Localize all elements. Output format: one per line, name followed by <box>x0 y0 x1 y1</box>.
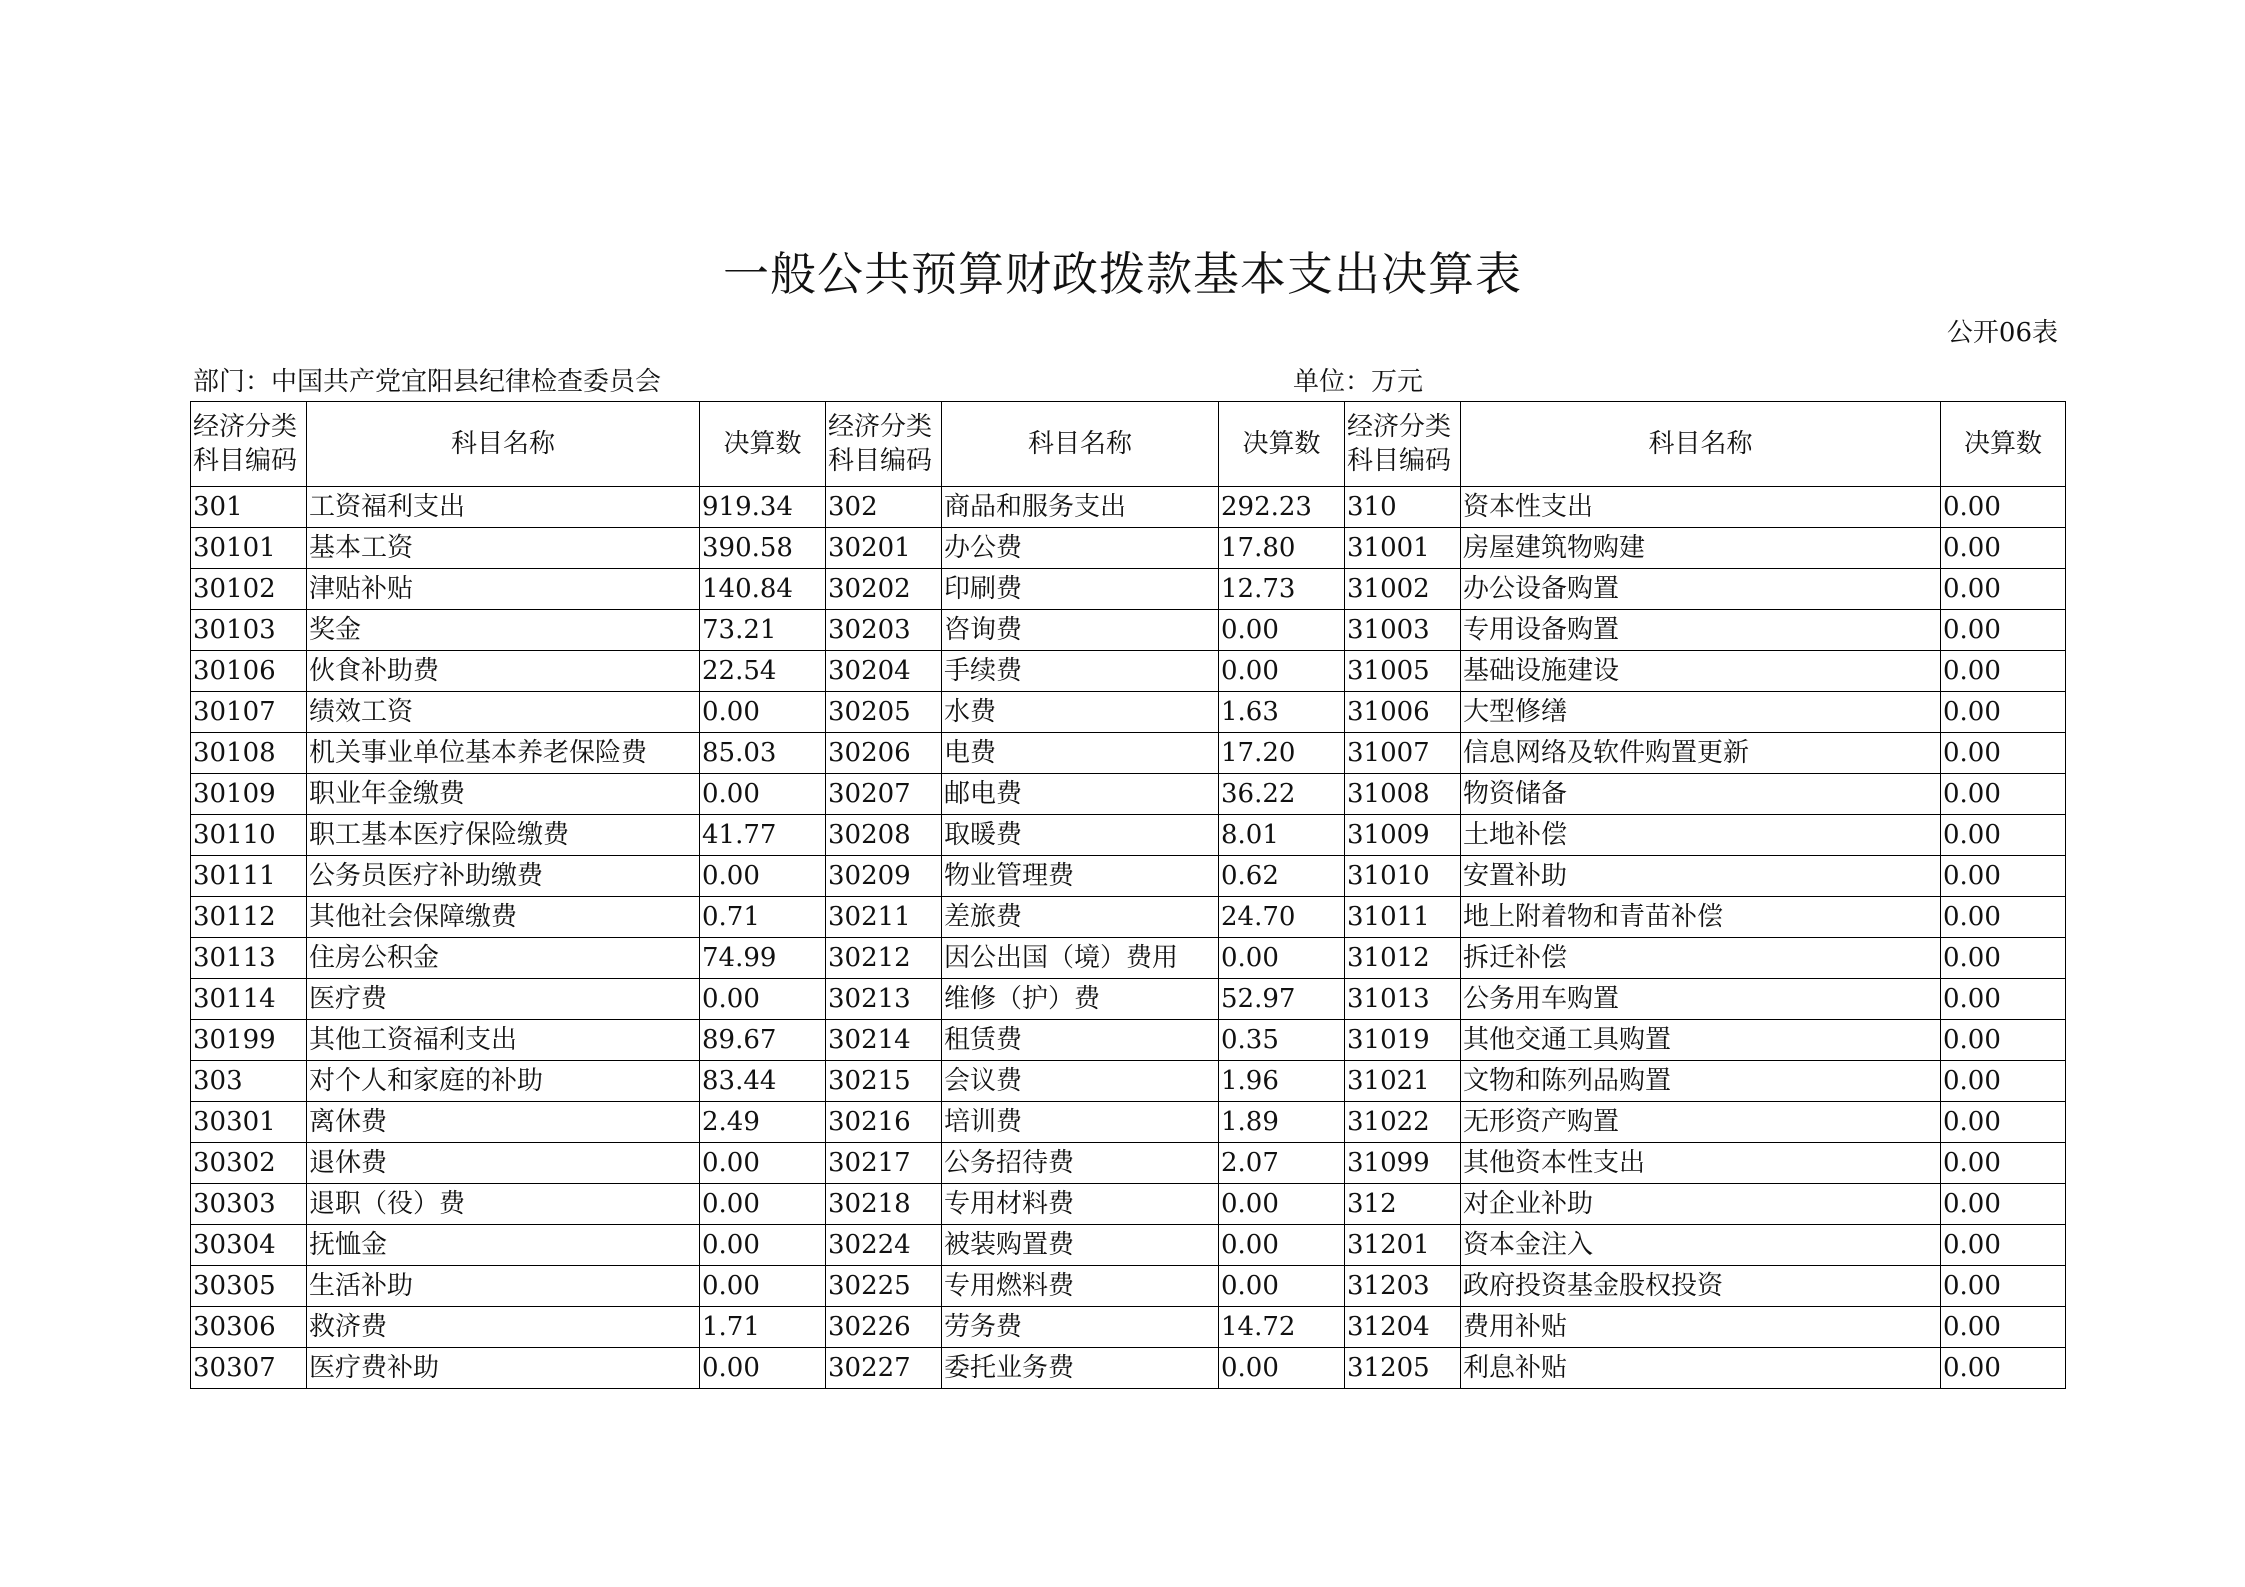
subject-code: 30306 <box>191 1307 307 1348</box>
subject-code: 30303 <box>191 1184 307 1225</box>
subject-name: 伙食补助费 <box>307 651 700 692</box>
subject-name: 退休费 <box>307 1143 700 1184</box>
final-amount: 0.00 <box>1219 651 1345 692</box>
subject-name: 商品和服务支出 <box>942 487 1219 528</box>
subject-name: 办公设备购置 <box>1461 569 1941 610</box>
subject-code: 31011 <box>1345 897 1461 938</box>
table-row <box>191 1143 2066 1184</box>
subject-name: 地上附着物和青苗补偿 <box>1461 897 1941 938</box>
final-amount: 0.00 <box>1941 651 2066 692</box>
subject-code: 30227 <box>826 1348 942 1389</box>
table-row <box>191 815 2066 856</box>
subject-code: 30107 <box>191 692 307 733</box>
final-amount: 0.00 <box>1941 569 2066 610</box>
subject-name: 其他资本性支出 <box>1461 1143 1941 1184</box>
header-amount: 决算数 <box>1941 402 2066 487</box>
subject-code: 310 <box>1345 487 1461 528</box>
subject-code: 30109 <box>191 774 307 815</box>
subject-code: 30207 <box>826 774 942 815</box>
subject-name: 职业年金缴费 <box>307 774 700 815</box>
subject-name: 其他交通工具购置 <box>1461 1020 1941 1061</box>
final-amount: 2.07 <box>1219 1143 1345 1184</box>
subject-code: 30215 <box>826 1061 942 1102</box>
subject-code: 30307 <box>191 1348 307 1389</box>
header-amount: 决算数 <box>1219 402 1345 487</box>
subject-name: 房屋建筑物购建 <box>1461 528 1941 569</box>
subject-code: 30201 <box>826 528 942 569</box>
table-row <box>191 1266 2066 1307</box>
final-amount: 0.00 <box>1941 1348 2066 1389</box>
subject-name: 安置补助 <box>1461 856 1941 897</box>
subject-name: 基本工资 <box>307 528 700 569</box>
subject-code: 30214 <box>826 1020 942 1061</box>
subject-code: 31019 <box>1345 1020 1461 1061</box>
subject-code: 303 <box>191 1061 307 1102</box>
final-amount: 83.44 <box>700 1061 826 1102</box>
final-amount: 0.00 <box>1941 856 2066 897</box>
table-row <box>191 733 2066 774</box>
final-amount: 0.00 <box>1941 897 2066 938</box>
table-body <box>191 487 2066 1389</box>
subject-code: 30112 <box>191 897 307 938</box>
final-amount: 0.00 <box>700 1225 826 1266</box>
final-amount: 89.67 <box>700 1020 826 1061</box>
final-amount: 0.00 <box>700 1266 826 1307</box>
final-amount: 36.22 <box>1219 774 1345 815</box>
subject-code: 31007 <box>1345 733 1461 774</box>
table-header-row <box>191 402 2066 487</box>
subject-name: 利息补贴 <box>1461 1348 1941 1389</box>
subject-code: 31013 <box>1345 979 1461 1020</box>
subject-name: 公务员医疗补助缴费 <box>307 856 700 897</box>
final-amount: 390.58 <box>700 528 826 569</box>
final-amount: 0.71 <box>700 897 826 938</box>
final-amount: 0.00 <box>1219 1225 1345 1266</box>
subject-name: 对个人和家庭的补助 <box>307 1061 700 1102</box>
subject-name: 因公出国（境）费用 <box>942 938 1219 979</box>
subject-code: 30209 <box>826 856 942 897</box>
final-amount: 0.00 <box>1941 733 2066 774</box>
subject-code: 30202 <box>826 569 942 610</box>
subject-code: 30304 <box>191 1225 307 1266</box>
final-amount: 0.00 <box>1941 692 2066 733</box>
subject-code: 30203 <box>826 610 942 651</box>
final-amount: 24.70 <box>1219 897 1345 938</box>
subject-name: 政府投资基金股权投资 <box>1461 1266 1941 1307</box>
subject-code: 30212 <box>826 938 942 979</box>
subject-code: 30224 <box>826 1225 942 1266</box>
form-number: 公开06表 <box>1946 318 2058 348</box>
final-amount: 0.00 <box>700 1143 826 1184</box>
final-amount: 140.84 <box>700 569 826 610</box>
subject-name: 邮电费 <box>942 774 1219 815</box>
subject-name: 医疗费补助 <box>307 1348 700 1389</box>
final-amount: 0.00 <box>1941 487 2066 528</box>
subject-code: 30225 <box>826 1266 942 1307</box>
final-amount: 14.72 <box>1219 1307 1345 1348</box>
subject-code: 312 <box>1345 1184 1461 1225</box>
subject-name: 抚恤金 <box>307 1225 700 1266</box>
subject-code: 30106 <box>191 651 307 692</box>
final-amount: 0.00 <box>1941 774 2066 815</box>
subject-code: 31003 <box>1345 610 1461 651</box>
subject-name: 物业管理费 <box>942 856 1219 897</box>
subject-code: 30208 <box>826 815 942 856</box>
table-row <box>191 897 2066 938</box>
final-amount: 0.00 <box>700 1348 826 1389</box>
subject-name: 手续费 <box>942 651 1219 692</box>
subject-code: 30102 <box>191 569 307 610</box>
subject-code: 30218 <box>826 1184 942 1225</box>
subject-code: 31010 <box>1345 856 1461 897</box>
subject-name: 医疗费 <box>307 979 700 1020</box>
final-amount: 0.00 <box>1941 528 2066 569</box>
subject-code: 301 <box>191 487 307 528</box>
final-amount: 41.77 <box>700 815 826 856</box>
final-amount: 919.34 <box>700 487 826 528</box>
subject-name: 培训费 <box>942 1102 1219 1143</box>
table-row <box>191 610 2066 651</box>
subject-name: 生活补助 <box>307 1266 700 1307</box>
subject-code: 30301 <box>191 1102 307 1143</box>
final-amount: 0.00 <box>1219 1184 1345 1225</box>
subject-name: 其他工资福利支出 <box>307 1020 700 1061</box>
subject-name: 差旅费 <box>942 897 1219 938</box>
final-amount: 0.00 <box>1941 1102 2066 1143</box>
subject-name: 咨询费 <box>942 610 1219 651</box>
subject-code: 31022 <box>1345 1102 1461 1143</box>
header-name: 科目名称 <box>942 402 1219 487</box>
subject-name: 公务用车购置 <box>1461 979 1941 1020</box>
table-row <box>191 1348 2066 1389</box>
header-name: 科目名称 <box>307 402 700 487</box>
subject-code: 30302 <box>191 1143 307 1184</box>
final-amount: 0.00 <box>700 856 826 897</box>
final-amount: 1.63 <box>1219 692 1345 733</box>
final-amount: 0.00 <box>1219 1348 1345 1389</box>
subject-name: 印刷费 <box>942 569 1219 610</box>
subject-code: 31201 <box>1345 1225 1461 1266</box>
subject-code: 30216 <box>826 1102 942 1143</box>
final-amount: 0.00 <box>1941 1061 2066 1102</box>
final-amount: 0.00 <box>1941 1143 2066 1184</box>
page-title: 一般公共预算财政拨款基本支出决算表 <box>723 247 1522 301</box>
subject-name: 其他社会保障缴费 <box>307 897 700 938</box>
subject-name: 物资储备 <box>1461 774 1941 815</box>
table-row <box>191 487 2066 528</box>
final-amount: 0.35 <box>1219 1020 1345 1061</box>
header-amount: 决算数 <box>700 402 826 487</box>
subject-name: 费用补贴 <box>1461 1307 1941 1348</box>
final-amount: 1.96 <box>1219 1061 1345 1102</box>
final-amount: 2.49 <box>700 1102 826 1143</box>
final-amount: 0.00 <box>1941 1020 2066 1061</box>
table-row <box>191 651 2066 692</box>
subject-code: 31099 <box>1345 1143 1461 1184</box>
subject-code: 30305 <box>191 1266 307 1307</box>
table-row <box>191 1307 2066 1348</box>
header-code: 经济分类 科目编码 <box>1345 402 1461 487</box>
final-amount: 0.00 <box>1941 938 2066 979</box>
table-row <box>191 569 2066 610</box>
subject-name: 退职（役）费 <box>307 1184 700 1225</box>
final-amount: 8.01 <box>1219 815 1345 856</box>
final-amount: 73.21 <box>700 610 826 651</box>
unit-label: 单位：万元 <box>1293 367 1424 397</box>
table-row <box>191 1225 2066 1266</box>
subject-code: 30213 <box>826 979 942 1020</box>
subject-name: 住房公积金 <box>307 938 700 979</box>
subject-name: 离休费 <box>307 1102 700 1143</box>
subject-name: 资本金注入 <box>1461 1225 1941 1266</box>
subject-code: 30226 <box>826 1307 942 1348</box>
subject-code: 30114 <box>191 979 307 1020</box>
final-amount: 0.00 <box>1941 1225 2066 1266</box>
final-amount: 0.00 <box>1941 979 2066 1020</box>
final-amount: 22.54 <box>700 651 826 692</box>
subject-name: 工资福利支出 <box>307 487 700 528</box>
final-amount: 0.00 <box>700 1184 826 1225</box>
subject-code: 31021 <box>1345 1061 1461 1102</box>
subject-name: 专用设备购置 <box>1461 610 1941 651</box>
final-amount: 17.20 <box>1219 733 1345 774</box>
subject-name: 对企业补助 <box>1461 1184 1941 1225</box>
subject-name: 信息网络及软件购置更新 <box>1461 733 1941 774</box>
table-row <box>191 1061 2066 1102</box>
subject-name: 拆迁补偿 <box>1461 938 1941 979</box>
subject-name: 会议费 <box>942 1061 1219 1102</box>
subject-name: 电费 <box>942 733 1219 774</box>
subject-code: 30206 <box>826 733 942 774</box>
table-row <box>191 1102 2066 1143</box>
subject-code: 30205 <box>826 692 942 733</box>
subject-code: 302 <box>826 487 942 528</box>
subject-name: 委托业务费 <box>942 1348 1219 1389</box>
subject-code: 30111 <box>191 856 307 897</box>
subject-code: 31002 <box>1345 569 1461 610</box>
subject-name: 取暖费 <box>942 815 1219 856</box>
subject-name: 救济费 <box>307 1307 700 1348</box>
final-amount: 0.00 <box>1941 1307 2066 1348</box>
subject-name: 绩效工资 <box>307 692 700 733</box>
subject-name: 大型修缮 <box>1461 692 1941 733</box>
final-amount: 52.97 <box>1219 979 1345 1020</box>
final-amount: 0.00 <box>1219 610 1345 651</box>
subject-name: 办公费 <box>942 528 1219 569</box>
header-code: 经济分类 科目编码 <box>826 402 942 487</box>
final-amount: 0.00 <box>1219 1266 1345 1307</box>
subject-name: 租赁费 <box>942 1020 1219 1061</box>
subject-name: 无形资产购置 <box>1461 1102 1941 1143</box>
budget-table <box>190 401 2066 1389</box>
table-row <box>191 1020 2066 1061</box>
table-row <box>191 856 2066 897</box>
department-label: 部门：中国共产党宜阳县纪律检查委员会 <box>193 367 662 397</box>
subject-code: 31204 <box>1345 1307 1461 1348</box>
subject-code: 30211 <box>826 897 942 938</box>
final-amount: 0.00 <box>1941 1266 2066 1307</box>
subject-code: 30199 <box>191 1020 307 1061</box>
table-row <box>191 774 2066 815</box>
subject-name: 劳务费 <box>942 1307 1219 1348</box>
table-row <box>191 692 2066 733</box>
subject-code: 30108 <box>191 733 307 774</box>
subject-code: 30204 <box>826 651 942 692</box>
final-amount: 0.00 <box>700 774 826 815</box>
subject-code: 30113 <box>191 938 307 979</box>
subject-name: 被装购置费 <box>942 1225 1219 1266</box>
subject-name: 土地补偿 <box>1461 815 1941 856</box>
subject-name: 水费 <box>942 692 1219 733</box>
subject-code: 30103 <box>191 610 307 651</box>
header-name: 科目名称 <box>1461 402 1941 487</box>
final-amount: 0.00 <box>1941 1184 2066 1225</box>
final-amount: 85.03 <box>700 733 826 774</box>
subject-code: 31203 <box>1345 1266 1461 1307</box>
final-amount: 0.62 <box>1219 856 1345 897</box>
subject-code: 30217 <box>826 1143 942 1184</box>
final-amount: 0.00 <box>1941 815 2066 856</box>
final-amount: 17.80 <box>1219 528 1345 569</box>
table-row <box>191 979 2066 1020</box>
final-amount: 0.00 <box>700 692 826 733</box>
final-amount: 1.89 <box>1219 1102 1345 1143</box>
subject-name: 公务招待费 <box>942 1143 1219 1184</box>
subject-name: 专用材料费 <box>942 1184 1219 1225</box>
subject-name: 奖金 <box>307 610 700 651</box>
subject-name: 机关事业单位基本养老保险费 <box>307 733 700 774</box>
final-amount: 12.73 <box>1219 569 1345 610</box>
subject-code: 31005 <box>1345 651 1461 692</box>
subject-name: 津贴补贴 <box>307 569 700 610</box>
subject-name: 职工基本医疗保险缴费 <box>307 815 700 856</box>
table-row <box>191 528 2066 569</box>
final-amount: 0.00 <box>1941 610 2066 651</box>
subject-code: 31001 <box>1345 528 1461 569</box>
subject-code: 30101 <box>191 528 307 569</box>
final-amount: 292.23 <box>1219 487 1345 528</box>
subject-code: 31205 <box>1345 1348 1461 1389</box>
final-amount: 0.00 <box>700 979 826 1020</box>
subject-code: 31009 <box>1345 815 1461 856</box>
subject-name: 资本性支出 <box>1461 487 1941 528</box>
final-amount: 0.00 <box>1219 938 1345 979</box>
subject-name: 基础设施建设 <box>1461 651 1941 692</box>
subject-code: 31008 <box>1345 774 1461 815</box>
subject-code: 31012 <box>1345 938 1461 979</box>
subject-code: 30110 <box>191 815 307 856</box>
subject-name: 专用燃料费 <box>942 1266 1219 1307</box>
subject-code: 31006 <box>1345 692 1461 733</box>
table-row <box>191 938 2066 979</box>
header-code: 经济分类 科目编码 <box>191 402 307 487</box>
subject-name: 维修（护）费 <box>942 979 1219 1020</box>
table-row <box>191 1184 2066 1225</box>
subject-name: 文物和陈列品购置 <box>1461 1061 1941 1102</box>
final-amount: 1.71 <box>700 1307 826 1348</box>
final-amount: 74.99 <box>700 938 826 979</box>
